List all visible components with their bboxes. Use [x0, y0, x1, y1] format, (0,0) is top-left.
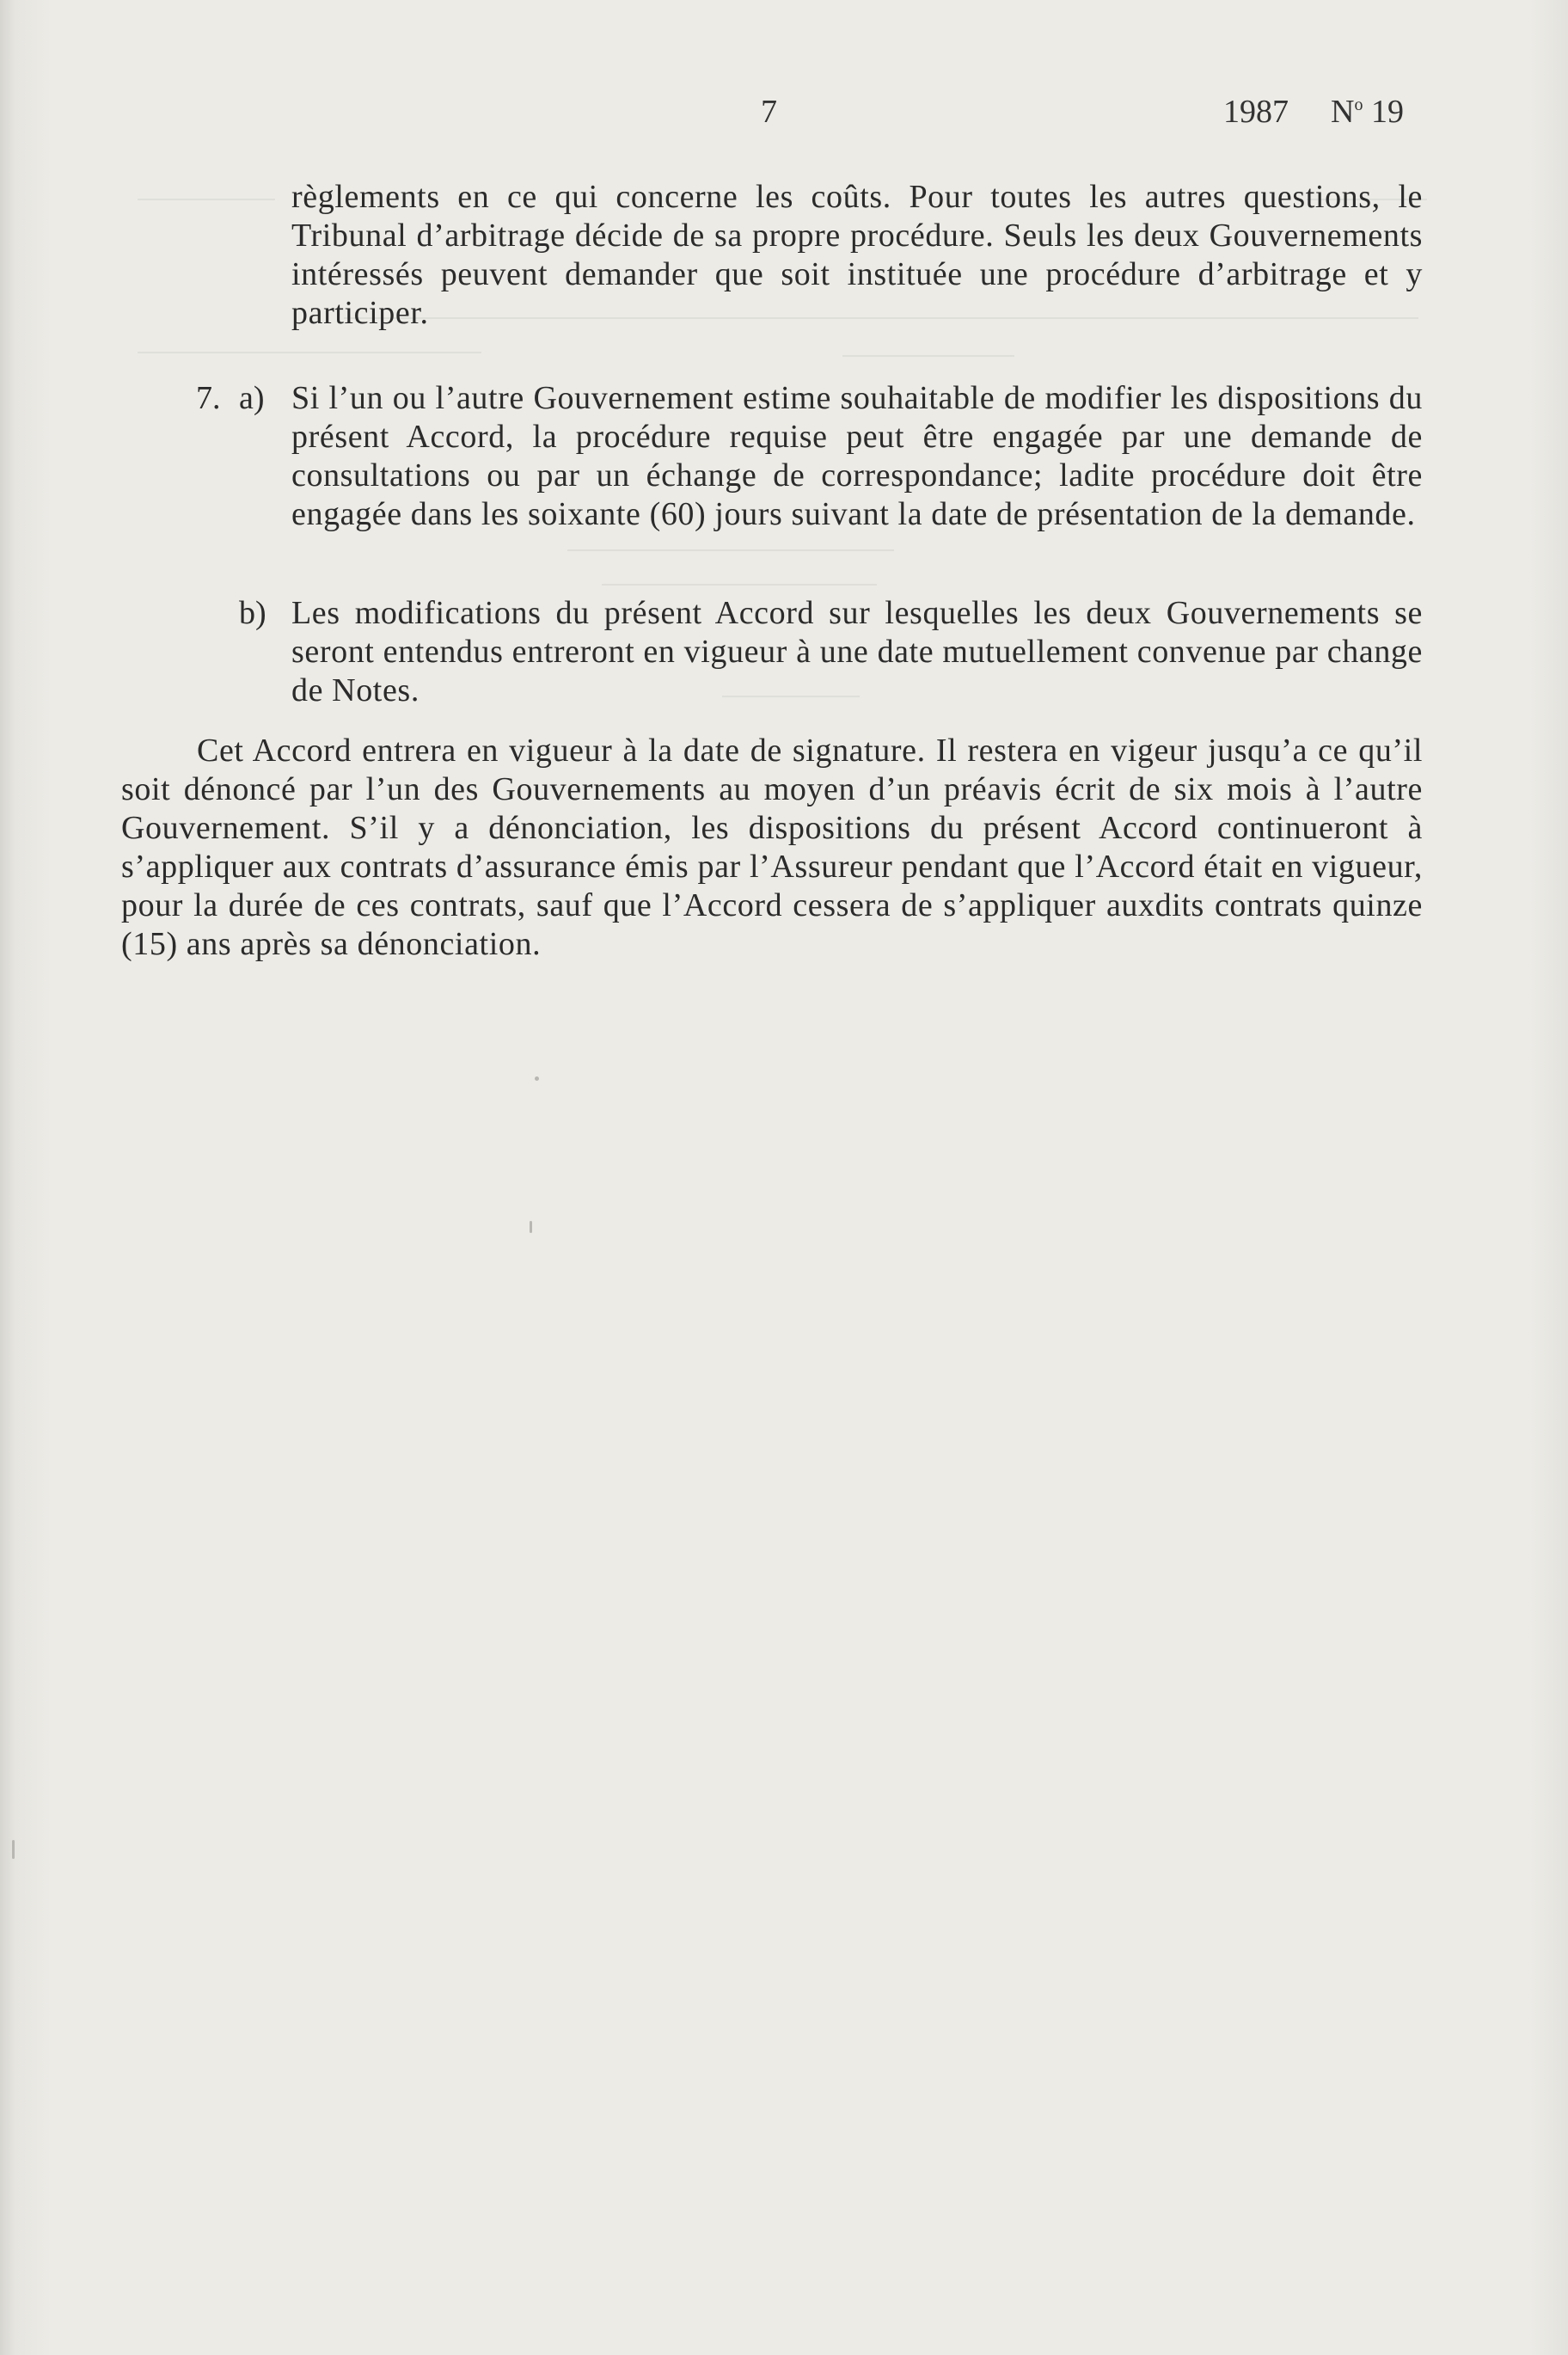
item-7b-marker: b) [239, 595, 266, 631]
item-7-number: 7. [196, 380, 221, 416]
number-value: 19 [1370, 94, 1404, 130]
number-superscript: o [1354, 95, 1363, 114]
paper-speck [530, 1221, 532, 1233]
number-prefix: N [1331, 94, 1355, 130]
item-7a-marker: a) [239, 380, 265, 416]
item-7a-text: Si l’un ou l’autre Gouvernement estime souhaitable de modifier les dispositions du présent Accord, la procédure requise peut être engagée par une demande de consultations ou par un échange de correspondance; ladite procédure doit être engagée dans les soixante (60) jours suivant la date de présentation de la demande. [291, 380, 1423, 532]
header-document-number [1331, 93, 1404, 131]
page-header [0, 93, 1568, 136]
page-number: 7 [761, 94, 777, 130]
final-paragraph: Cet Accord entrera en vigueur à la date de signature. Il restera en vigeur jusqu’a ce qu’il soit dénoncé par l’un des Gouvernements au moyen d’un préavis écrit de six mois à l’autre Gouvernement. S’il y a dénonciation, les dispositions du présent Accord continueront à s’appliquer aux contrats d’assurance émis par l’Assureur pendant que l’Accord était en vigueur, pour la durée de ces contrats, sauf que l’Accord cessera de s’appliquer auxdits contrats quinze (15) ans après sa dénonciation. [121, 733, 1423, 962]
paragraph-continuation: règlements en ce qui concerne les coûts. Pour toutes les autres questions, le Tribunal d’arbitrage décide de sa propre procédure. Seuls les deux Gouvernements intéressés peuvent demander que soit instituée une procédure d’arbitrage et y participer. [291, 179, 1423, 331]
paper-speck [535, 1076, 539, 1081]
item-7b-text: Les modifications du présent Accord sur lesquelles les deux Gouvernements se seront entendus entreront en vigueur à une date mutuellement convenue par change de Notes. [291, 595, 1423, 708]
paper-speck [12, 1840, 15, 1859]
header-year: 1987 [1223, 94, 1289, 130]
